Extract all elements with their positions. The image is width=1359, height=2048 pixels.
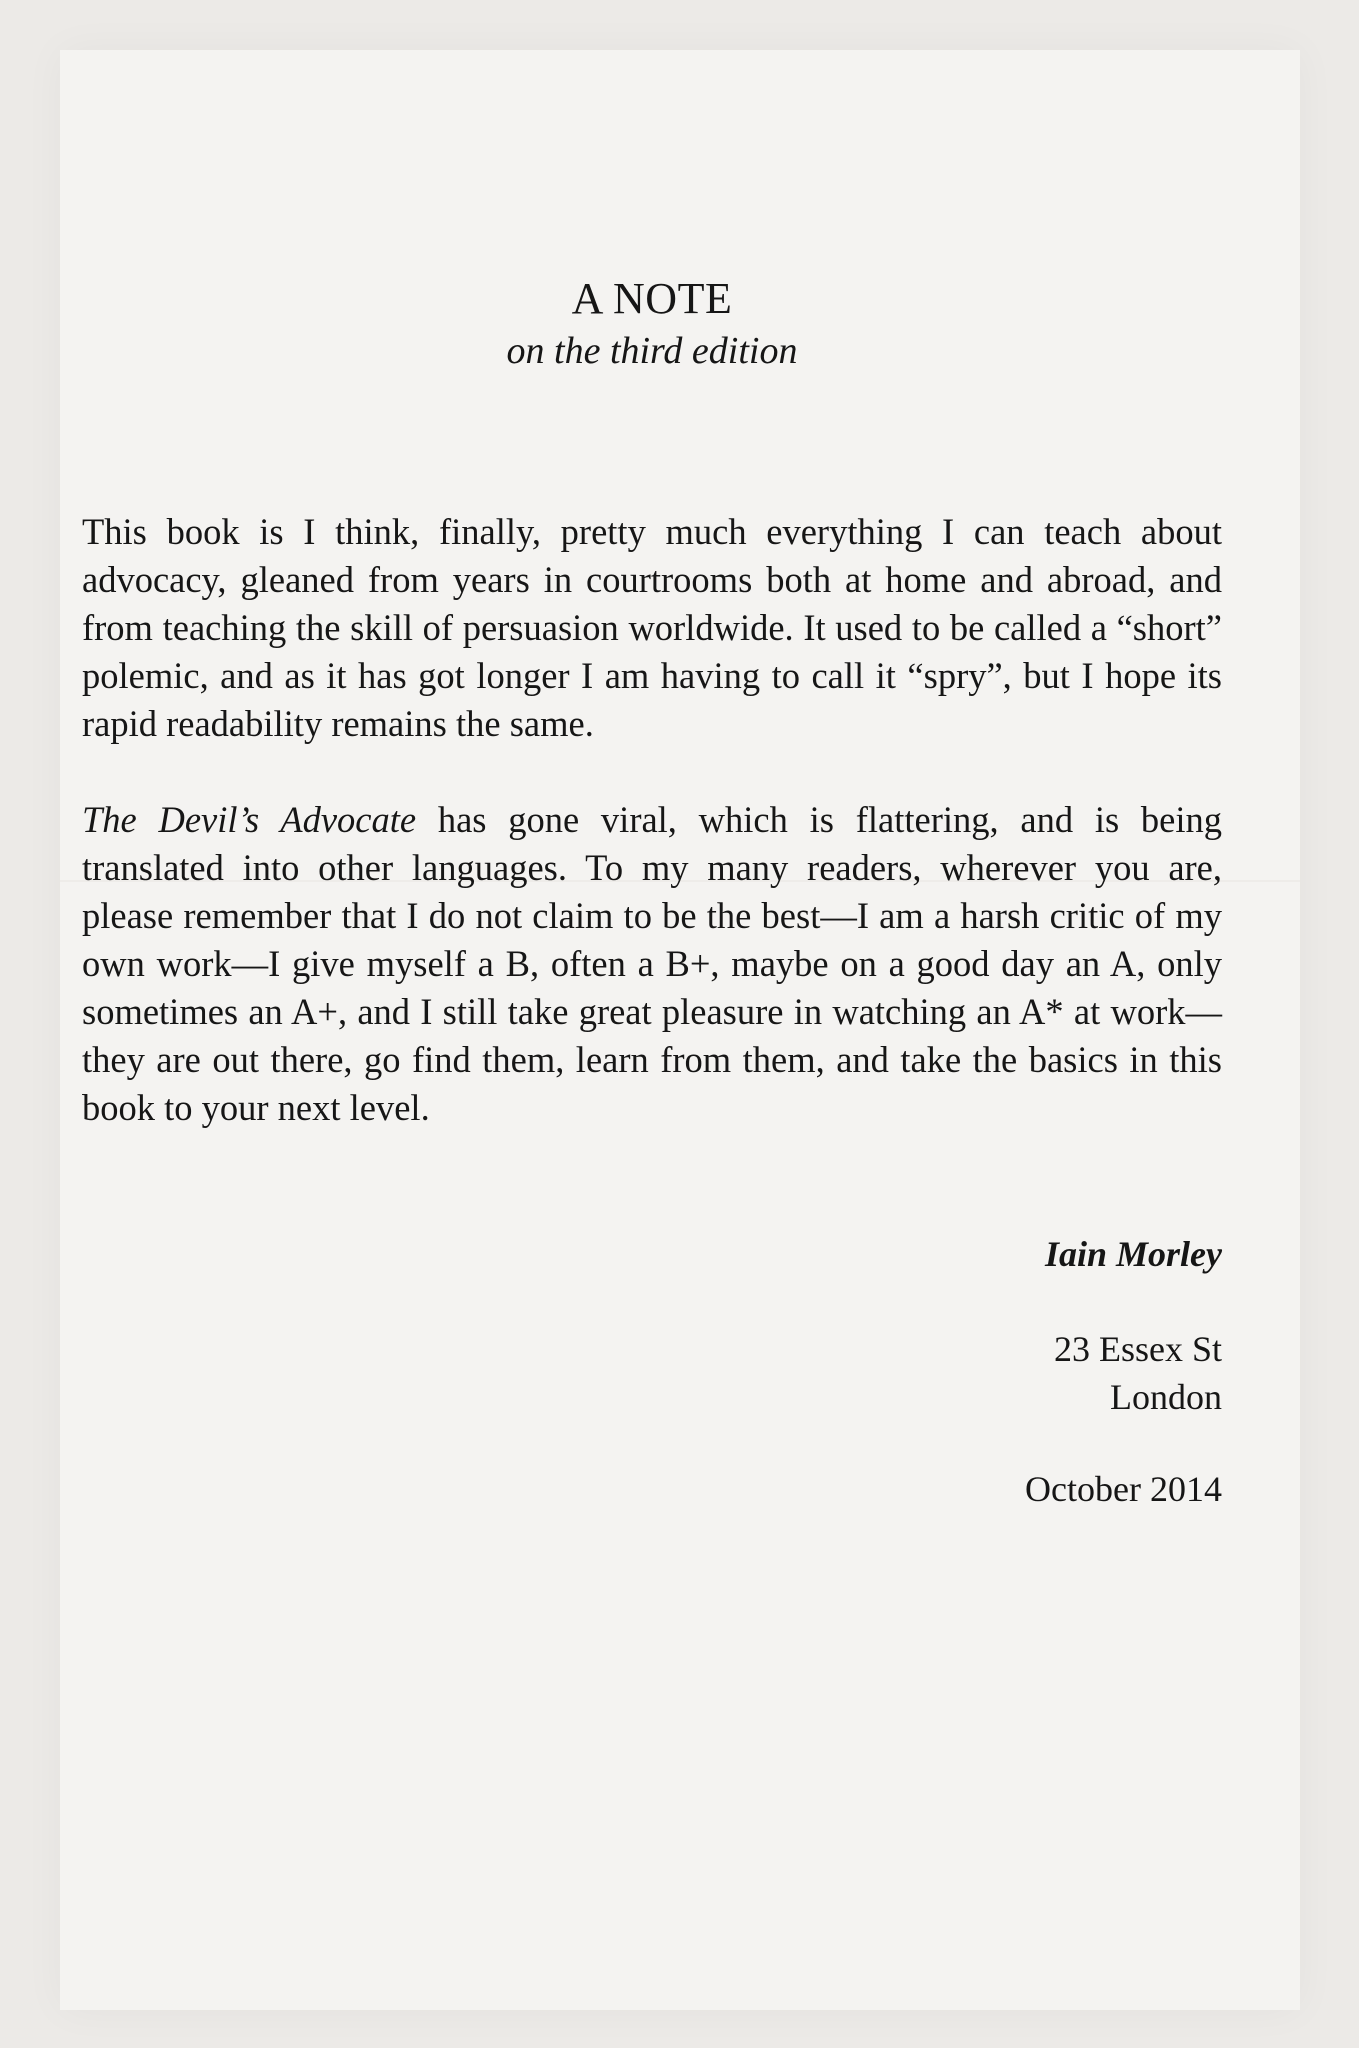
note-body	[82, 508, 1222, 1180]
paragraph-2-text: has gone viral, which is flattering, and is being translated into other languages. To my many readers, wherever you are, please remember that I do not claim to be the best—I am a harsh critic of my own work—I give myself a B, often a B+, maybe on a good day an A, only sometimes an A+, and I still take great pleasure in watching an A* at work—they are out there, go find them, learn from them, and take the basics in this book to your next level.	[82, 799, 1223, 1128]
address-line-2: London	[1110, 1377, 1222, 1417]
author-signature: Iain Morley	[1044, 1234, 1222, 1274]
note-date: October 2014	[1025, 1469, 1222, 1509]
paragraph-2	[82, 796, 1222, 1132]
page-subtitle: on the third edition	[506, 330, 798, 372]
address-line-1: 23 Essex St	[1053, 1329, 1222, 1369]
note-heading	[82, 275, 1222, 375]
page-title: A NOTE	[571, 274, 733, 323]
book-title-italic: The Devil’s Advocate	[82, 799, 417, 840]
paragraph-1: This book is I think, finally, pretty much everything I can teach about advocacy, gleaned from years in courtrooms both at home and abroad, and from teaching the skill of persuasion worldwide. It used to be called a “short” polemic, and as it has got longer I am having to call it “spry”, but I hope its rapid readability remains the same.	[82, 511, 1222, 744]
author-address	[1054, 1325, 1222, 1421]
